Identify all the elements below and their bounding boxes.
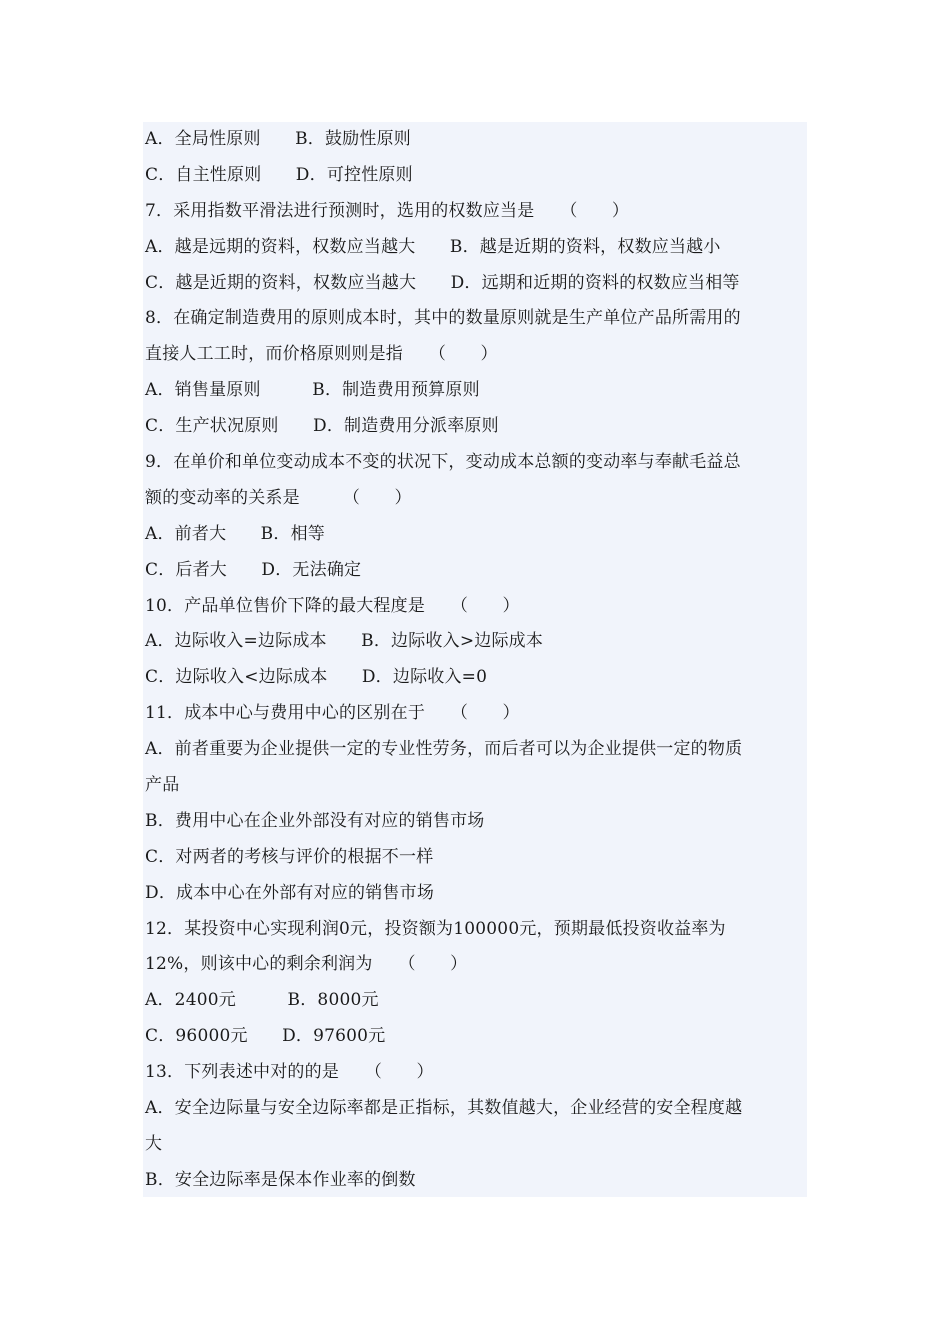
option-line: D．成本中心在外部有对应的销售市场 (145, 882, 435, 903)
option-line: C．对两者的考核与评价的根据不一样 (145, 846, 434, 867)
option-line: C．生产状况原则 D．制造费用分派率原则 (145, 416, 499, 437)
option-line: A．越是远期的资料，权数应当越大 B．越是近期的资料，权数应当越小 (145, 236, 721, 257)
option-line: A．安全边际量与安全边际率都是正指标，其数值越大，企业经营的安全程度越 (145, 1098, 743, 1119)
option-line: C．自主性原则 D．可控性原则 (145, 164, 413, 185)
question-7: 7．采用指数平滑法进行预测时，选用的权数应当是 （ ） (145, 200, 630, 221)
option-line-continued: 产品 (145, 775, 180, 796)
question-9: 9．在单价和单位变动成本不变的状况下，变动成本总额的变动率与奉献毛益总 (145, 452, 741, 473)
option-line: A．销售量原则 B．制造费用预算原则 (145, 380, 480, 401)
option-line: C．96000元 D．97600元 (145, 1026, 386, 1047)
option-line: A．2400元 B．8000元 (145, 990, 379, 1011)
option-line: C．越是近期的资料，权数应当越大 D．远期和近期的资料的权数应当相等 (145, 272, 740, 293)
option-line: A．边际收入=边际成本 B．边际收入>边际成本 (145, 631, 544, 652)
question-8-continued: 直接人工工时，而价格原则则是指 （ ） (145, 344, 498, 365)
option-line: C．边际收入<边际成本 D．边际收入=0 (145, 667, 488, 688)
question-8: 8．在确定制造费用的原则成本时，其中的数量原则就是生产单位产品所需用的 (145, 308, 741, 329)
option-line-continued: 大 (145, 1133, 163, 1154)
option-line: B．费用中心在企业外部没有对应的销售市场 (145, 810, 485, 831)
document-text-block (143, 122, 807, 1197)
question-10: 10．产品单位售价下降的最大程度是 （ ） (145, 595, 520, 616)
question-12-continued: 12%，则该中心的剩余利润为 （ ） (145, 954, 468, 975)
option-line: A．全局性原则 B．鼓励性原则 (145, 129, 411, 149)
option-line: A．前者大 B．相等 (145, 523, 325, 544)
option-line: B．安全边际率是保本作业率的倒数 (145, 1169, 416, 1190)
option-line: A．前者重要为企业提供一定的专业性劳务，而后者可以为企业提供一定的物质 (145, 739, 743, 760)
question-11: 11．成本中心与费用中心的区别在于 （ ） (145, 703, 520, 724)
option-line: C．后者大 D．无法确定 (145, 559, 362, 580)
question-12: 12．某投资中心实现利润0元，投资额为100000元，预期最低投资收益率为 (145, 918, 726, 939)
question-13: 13．下列表述中对的的是 （ ） (145, 1062, 434, 1083)
question-9-continued: 额的变动率的关系是 （ ） (145, 487, 412, 508)
